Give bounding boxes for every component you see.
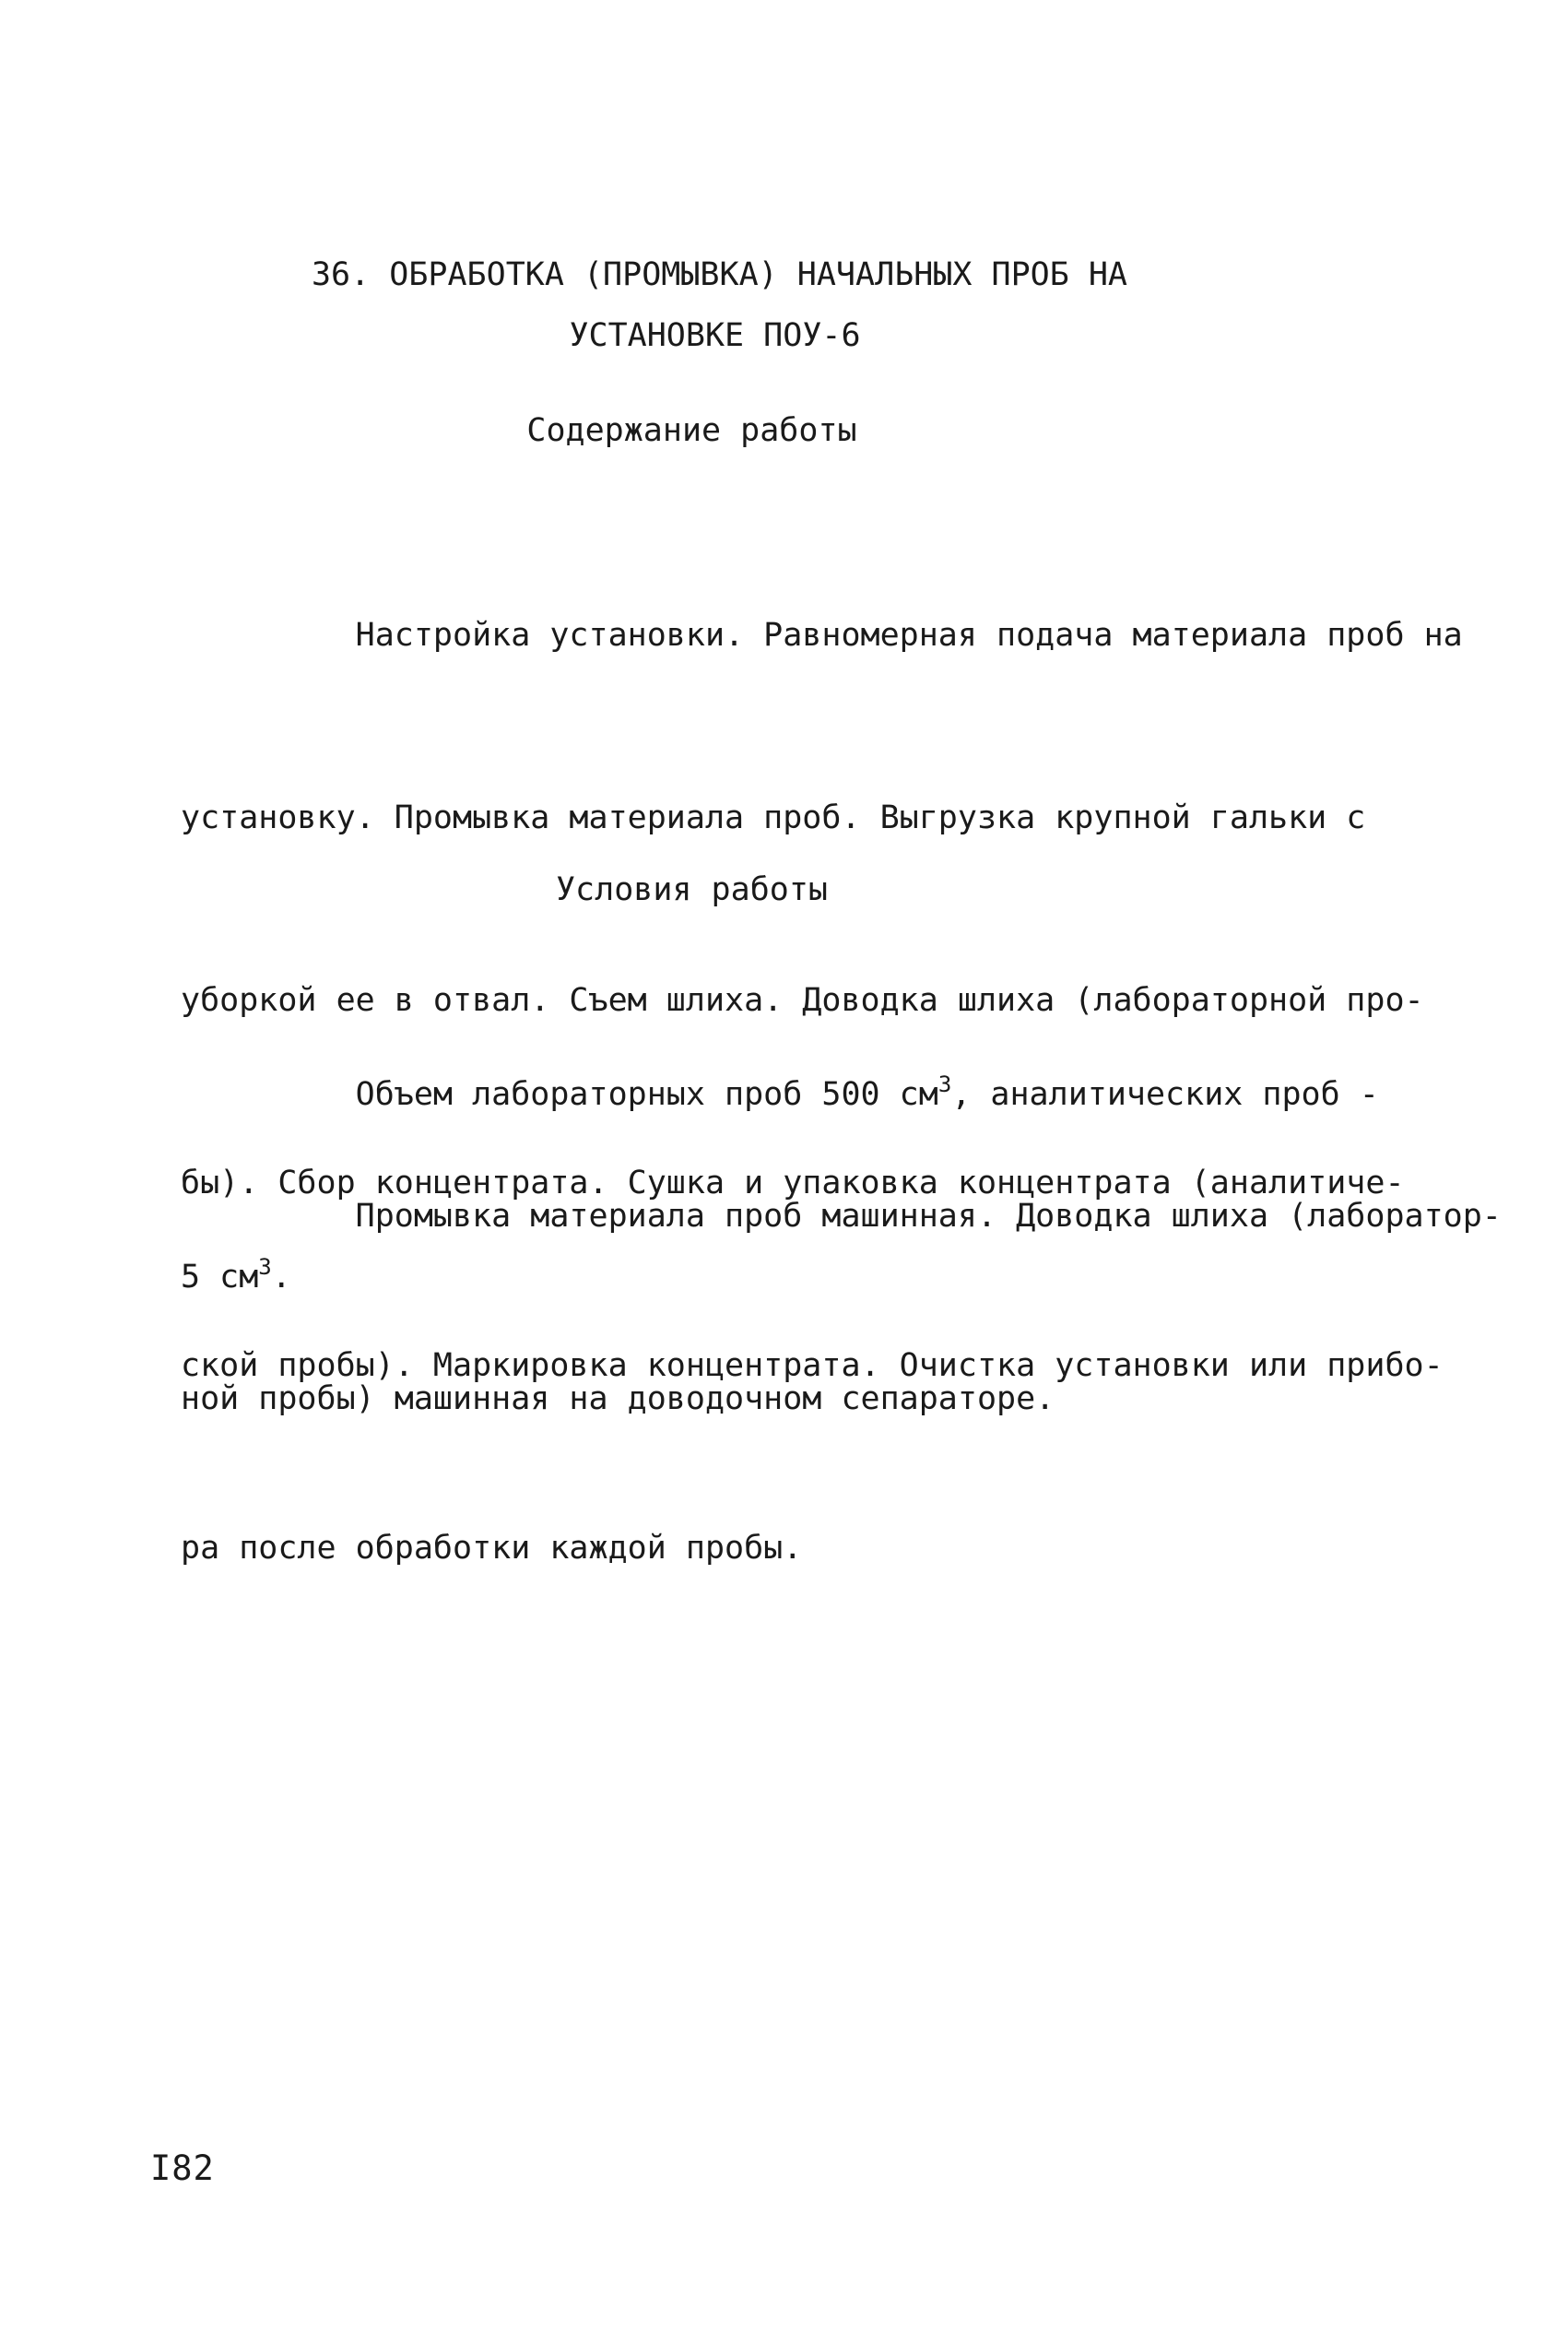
- paragraph-line: Промывка материала проб машинная. Доводка шлиха (лаборатор-: [181, 1198, 1502, 1235]
- volume-text-rest: .: [271, 1259, 291, 1296]
- paragraph-line: ской пробы). Маркировка концентрата. Очистка установки или прибо-: [181, 1347, 1444, 1384]
- paragraph-line: Настройка установки. Равномерная подача материала проб на: [181, 617, 1463, 654]
- volume-text-rest: , аналитических проб -: [951, 1076, 1379, 1113]
- paragraph-line: установку. Промывка материала проб. Выгрузка крупной гальки с: [181, 799, 1366, 836]
- conditions-subheading: Условия работы: [555, 871, 828, 908]
- volume-exponent: 3: [937, 1071, 952, 1097]
- volume-exponent: 3: [258, 1254, 272, 1280]
- paragraph-line: ной пробы) машинная на доводочном сепараторе.: [181, 1380, 1055, 1417]
- section-title-line-1: 36. ОБРАБОТКА (ПРОМЫВКА) НАЧАЛЬНЫХ ПРОБ НА: [311, 256, 1127, 293]
- paragraph-line: уборкой ее в отвал. Съем шлиха. Доводка шлиха (лабораторной про-: [181, 982, 1424, 1019]
- content-subheading: Содержание работы: [526, 412, 857, 449]
- section-title-line-2: УСТАНОВКЕ ПОУ-6: [569, 317, 861, 354]
- page-number: I82: [150, 2148, 215, 2188]
- volume-text: 5 см: [181, 1259, 259, 1296]
- paragraph-line: бы). Сбор концентрата. Сушка и упаковка концентрата (аналитиче-: [181, 1165, 1405, 1201]
- method-paragraph: [181, 1064, 1502, 1551]
- paragraph-line: ра после обработки каждой пробы.: [181, 1530, 803, 1567]
- volume-text: Объем лабораторных проб 500 см: [181, 1076, 938, 1113]
